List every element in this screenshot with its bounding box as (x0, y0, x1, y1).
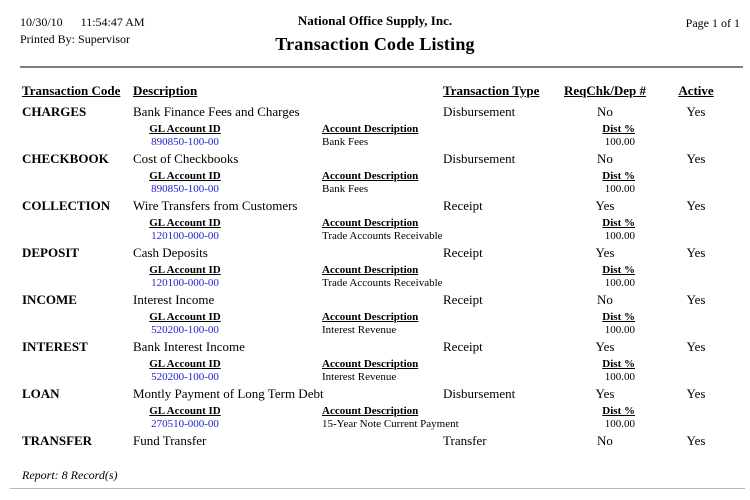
col-header-active: Active (678, 83, 714, 98)
gl-account-id-link[interactable]: 520200-100-00 (151, 324, 219, 336)
transaction-type: Receipt (443, 245, 483, 260)
dist-pct-value: 100.00 (604, 371, 635, 383)
gl-account-id-link[interactable]: 890850-100-00 (151, 136, 219, 148)
dist-pct-header: Dist % (602, 264, 635, 276)
gl-account-id-header: GL Account ID (149, 405, 221, 417)
dist-pct-header: Dist % (602, 311, 635, 323)
dist-pct-value: 100.00 (604, 418, 635, 430)
spacer (235, 405, 322, 418)
account-description-header: Account Description (322, 405, 419, 417)
account-description-header: Account Description (322, 358, 419, 370)
spacer (235, 217, 322, 230)
distribution-block (0, 123, 750, 149)
printed-by-label: Printed By: (20, 32, 76, 46)
transaction-type: Receipt (443, 339, 483, 354)
account-description-header: Account Description (322, 264, 419, 276)
transaction-code: CHARGES (22, 104, 87, 119)
active-value: Yes (686, 433, 706, 448)
account-description-value: Trade Accounts Receivable (322, 277, 443, 289)
spacer (235, 311, 322, 324)
account-description-header: Account Description (322, 311, 419, 323)
distribution-block (0, 311, 750, 337)
active-value: Yes (686, 292, 706, 307)
transaction-type: Receipt (443, 292, 483, 307)
transaction-code: TRANSFER (22, 433, 93, 448)
gl-account-id-header: GL Account ID (149, 170, 221, 182)
transaction-description: Montly Payment of Long Term Debt (133, 386, 324, 401)
col-header-transaction-type: Transaction Type (443, 83, 540, 98)
dist-pct-value: 100.00 (604, 277, 635, 289)
col-header-reqchk-dep: ReqChk/Dep # (564, 83, 646, 98)
report-heading (0, 13, 750, 55)
col-header-description: Description (133, 83, 198, 98)
distribution-block (0, 358, 750, 384)
transaction-description: Fund Transfer (133, 433, 207, 448)
transaction-description: Interest Income (133, 292, 215, 307)
dist-pct-header: Dist % (602, 170, 635, 182)
col-header-transaction-code: Transaction Code (22, 83, 121, 98)
dist-pct-value: 100.00 (604, 230, 635, 242)
gl-account-id-link[interactable]: 120100-000-00 (151, 277, 219, 289)
transaction-type: Transfer (443, 433, 487, 448)
transaction-description: Bank Interest Income (133, 339, 245, 354)
distribution-block (0, 264, 750, 290)
reqchk-dep-value: No (597, 292, 613, 307)
spacer (235, 324, 322, 337)
transaction-type: Disbursement (443, 104, 516, 119)
spacer (235, 358, 322, 371)
transaction-code: COLLECTION (22, 198, 111, 213)
transaction-record (0, 338, 750, 384)
spacer (235, 136, 322, 149)
print-date: 10/30/10 (20, 15, 63, 29)
reqchk-dep-value: Yes (595, 386, 615, 401)
dist-pct-header: Dist % (602, 123, 635, 135)
spacer (235, 170, 322, 183)
footer-divider (10, 488, 745, 489)
dist-pct-header: Dist % (602, 358, 635, 370)
transaction-description: Cash Deposits (133, 245, 208, 260)
dist-pct-value: 100.00 (604, 183, 635, 195)
transaction-type: Disbursement (443, 151, 516, 166)
gl-account-id-header: GL Account ID (149, 358, 221, 370)
transaction-record (0, 291, 750, 337)
spacer (235, 418, 322, 431)
reqchk-dep-value: Yes (595, 198, 615, 213)
active-value: Yes (686, 198, 706, 213)
spacer (235, 277, 322, 290)
active-value: Yes (686, 104, 706, 119)
records (0, 103, 750, 450)
transaction-type: Disbursement (443, 386, 516, 401)
page-indicator: Page 1 of 1 (685, 16, 740, 30)
header-divider (20, 66, 743, 68)
transaction-record (0, 103, 750, 149)
dist-pct-header: Dist % (602, 217, 635, 229)
transaction-description: Wire Transfers from Customers (133, 198, 298, 213)
transaction-code: DEPOSIT (22, 245, 80, 260)
column-headers (0, 83, 750, 99)
transaction-description: Bank Finance Fees and Charges (133, 104, 300, 119)
account-description-value: Trade Accounts Receivable (322, 230, 443, 242)
dist-pct-header: Dist % (602, 405, 635, 417)
transaction-record (0, 244, 750, 290)
reqchk-dep-value: No (597, 433, 613, 448)
reqchk-dep-value: No (597, 104, 613, 119)
gl-account-id-header: GL Account ID (149, 264, 221, 276)
distribution-block (0, 405, 750, 431)
transaction-record (0, 385, 750, 431)
gl-account-id-header: GL Account ID (149, 217, 221, 229)
spacer (235, 123, 322, 136)
report-title: Transaction Code Listing (275, 34, 475, 54)
distribution-block (0, 217, 750, 243)
account-description-header: Account Description (322, 170, 419, 182)
dist-pct-value: 100.00 (604, 324, 635, 336)
reqchk-dep-value: No (597, 151, 613, 166)
account-description-header: Account Description (322, 123, 419, 135)
transaction-type: Receipt (443, 198, 483, 213)
spacer (235, 230, 322, 243)
account-description-header: Account Description (322, 217, 419, 229)
gl-account-id-link[interactable]: 120100-000-00 (151, 230, 219, 242)
distribution-block (0, 170, 750, 196)
active-value: Yes (686, 151, 706, 166)
gl-account-id-header: GL Account ID (149, 311, 221, 323)
transaction-code: LOAN (22, 386, 60, 401)
active-value: Yes (686, 339, 706, 354)
transaction-code: INCOME (22, 292, 77, 307)
reqchk-dep-value: Yes (595, 339, 615, 354)
transaction-record (0, 197, 750, 243)
transaction-code: INTEREST (22, 339, 88, 354)
record-count-summary: Report: 8 Record(s) (22, 468, 118, 482)
gl-account-id-header: GL Account ID (149, 123, 221, 135)
spacer (235, 371, 322, 384)
dist-pct-value: 100.00 (604, 136, 635, 148)
account-description-value: Interest Revenue (322, 371, 397, 383)
printed-by-value: Supervisor (78, 32, 131, 46)
account-description-value: Bank Fees (322, 183, 369, 195)
print-time: 11:54:47 AM (80, 15, 145, 29)
account-description-value: Interest Revenue (322, 324, 397, 336)
active-value: Yes (686, 245, 706, 260)
transaction-code: CHECKBOOK (22, 151, 109, 166)
spacer (235, 264, 322, 277)
account-description-value: Bank Fees (322, 136, 369, 148)
account-description-value: 15-Year Note Current Payment (322, 418, 459, 430)
transaction-description: Cost of Checkbooks (133, 151, 239, 166)
company-name: National Office Supply, Inc. (297, 13, 453, 28)
spacer (235, 183, 322, 196)
gl-account-id-link[interactable]: 520200-100-00 (151, 371, 219, 383)
transaction-record (0, 150, 750, 196)
active-value: Yes (686, 386, 706, 401)
reqchk-dep-value: Yes (595, 245, 615, 260)
gl-account-id-link[interactable]: 270510-000-00 (151, 418, 219, 430)
gl-account-id-link[interactable]: 890850-100-00 (151, 183, 219, 195)
transaction-record (0, 432, 750, 449)
